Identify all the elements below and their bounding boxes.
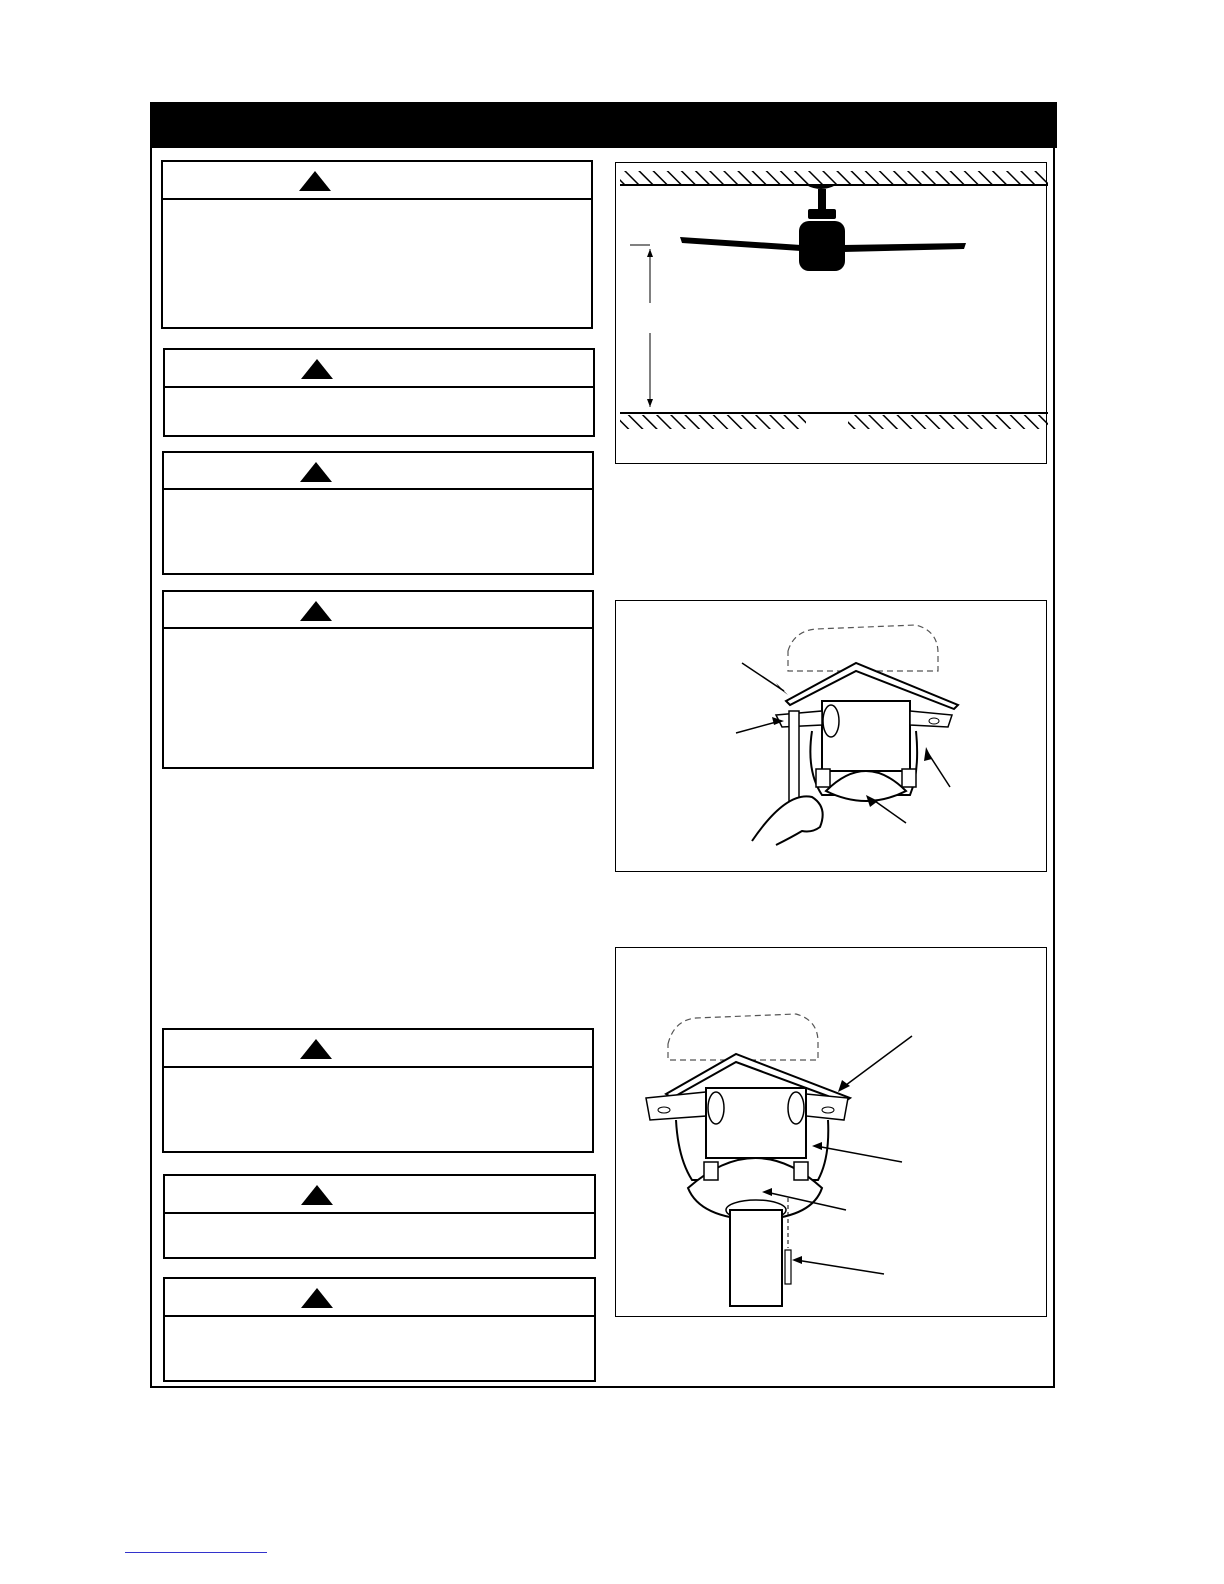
fan-blade-left [680,237,801,251]
fan-blade-right [843,243,966,252]
warning-triangle-icon [300,462,332,482]
bracket-mounting-figure [615,600,1047,872]
screwdriver [789,711,799,801]
warning-triangle-icon [301,359,333,379]
footer-link[interactable] [125,1552,267,1553]
ball-hanger-figure [615,947,1047,1317]
section-header-title [150,114,166,136]
warning-triangle-icon [300,601,332,621]
warning-box-4 [162,590,594,769]
outlet-box-dashed [788,625,938,671]
fan-motor [799,221,845,271]
warning-triangle-icon [301,1288,333,1308]
ceiling-hatch [620,171,1048,185]
floor-hatch-left [620,415,806,429]
ball-hanger-illustration [616,948,1048,1318]
installation-steps-text [164,780,592,1015]
warning-triangle-icon [300,1039,332,1059]
bracket-mounting-illustration [616,601,1048,873]
section-header-bar [150,102,1057,148]
ball-seat [826,771,906,801]
warning-box-7 [163,1277,596,1382]
fan-clearance-illustration [616,163,1048,465]
outlet-box-dashed [668,1014,818,1060]
warning-box-2 [163,348,595,437]
warning-box-1 [161,160,593,329]
fan-clearance-figure [615,162,1047,464]
floor-hatch-right [848,415,1048,429]
warning-box-3 [162,451,594,575]
warning-triangle-icon [299,171,331,191]
hand [752,796,823,845]
downrod [730,1210,782,1306]
warning-box-5 [162,1028,594,1153]
warning-triangle-icon [301,1185,333,1205]
set-screw [785,1250,791,1284]
warning-box-6 [163,1174,596,1259]
